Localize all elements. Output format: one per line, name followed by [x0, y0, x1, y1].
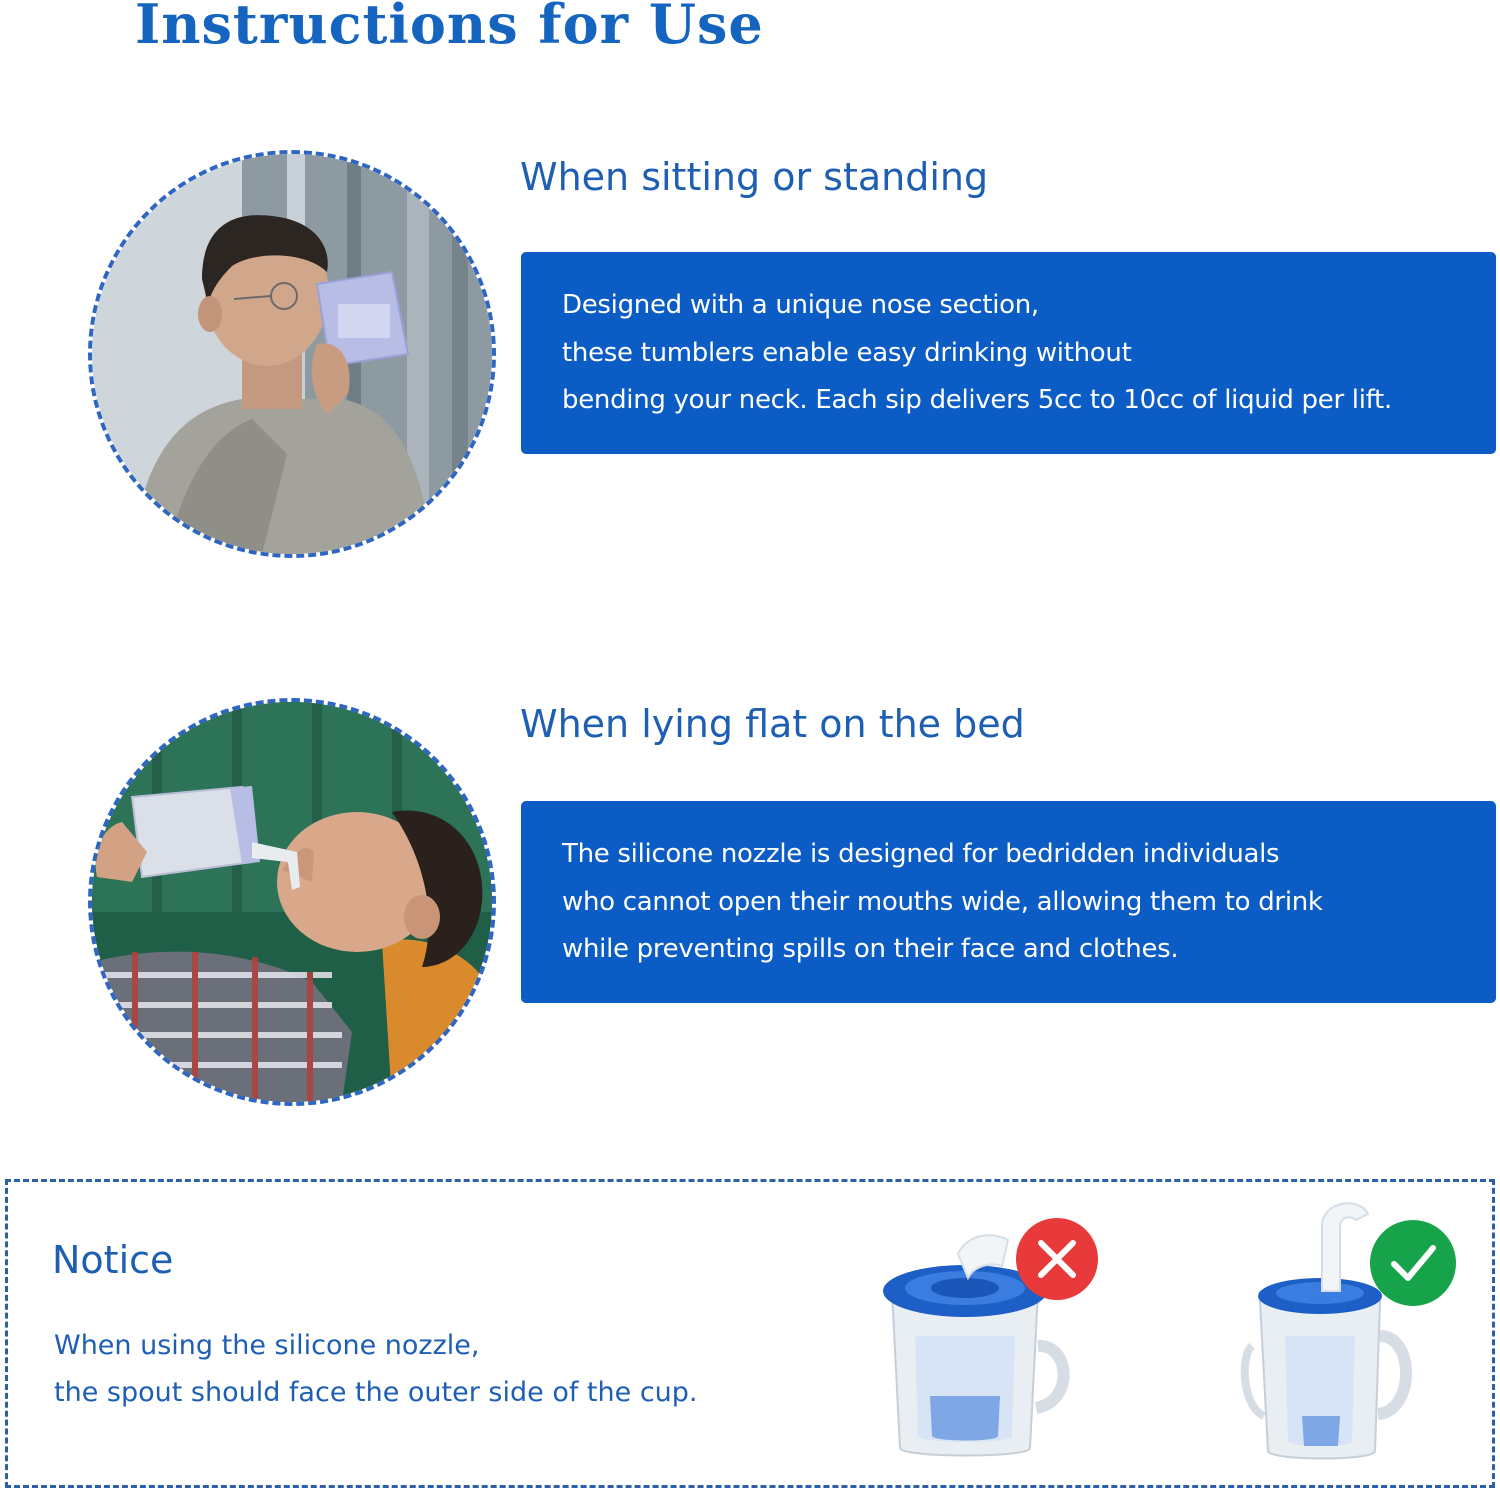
check-mark-icon [1370, 1220, 1456, 1306]
section-heading-standing: When sitting or standing [520, 155, 989, 199]
info-line: Designed with a unique nose section, [562, 290, 1039, 320]
page-title: Instructions for Use [135, 0, 764, 56]
cup-correct-orientation [1230, 1196, 1470, 1476]
section-heading-lying: When lying flat on the bed [520, 702, 1025, 746]
x-mark-icon [1016, 1218, 1098, 1300]
photo-standing-drinking [88, 150, 496, 558]
cup-wrong-orientation [870, 1196, 1110, 1476]
info-box-lying [521, 801, 1496, 1003]
info-line: bending your neck. Each sip delivers 5cc to 10cc of liquid per lift. [562, 385, 1392, 415]
notice-line: When using the silicone nozzle, [54, 1330, 480, 1361]
notice-heading: Notice [52, 1238, 174, 1282]
info-line: who cannot open their mouths wide, allowing them to drink [562, 886, 1323, 917]
info-box-standing [521, 252, 1496, 454]
notice-line: the spout should face the outer side of the cup. [54, 1377, 698, 1408]
info-line: while preventing spills on their face and clothes. [562, 934, 1179, 964]
photo-lying-drinking [88, 698, 496, 1106]
info-line: these tumblers enable easy drinking without [562, 337, 1132, 368]
info-line: The silicone nozzle is designed for bedridden individuals [562, 839, 1280, 869]
